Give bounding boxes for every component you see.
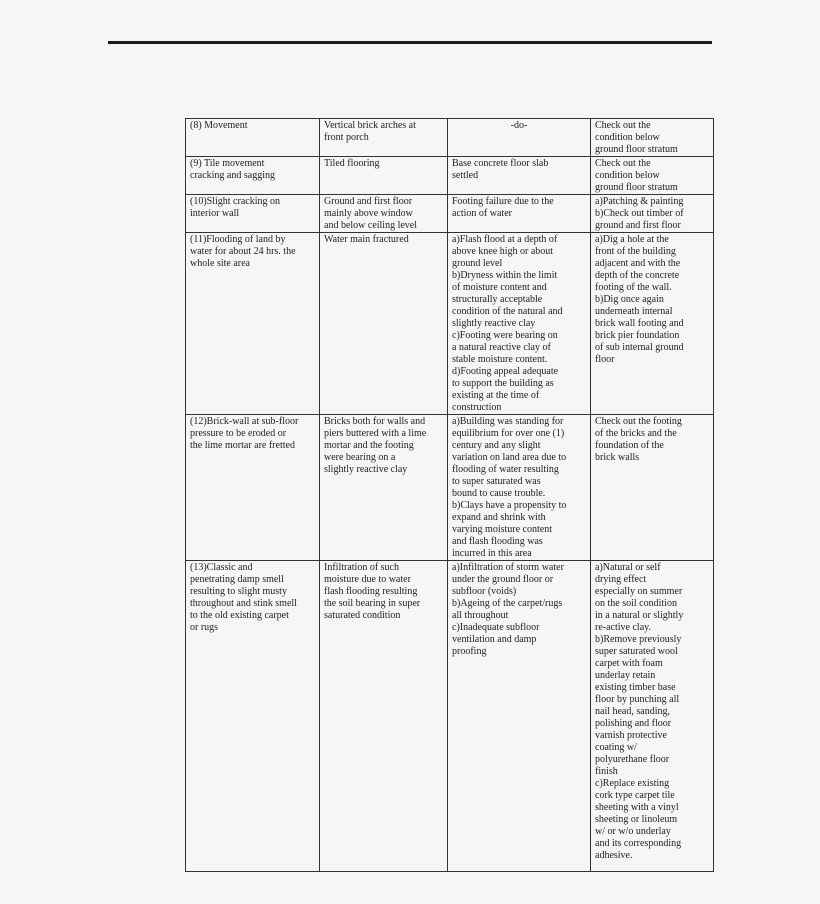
cell-text-line: to super saturated was <box>452 476 541 487</box>
cell-text-line: foundation of the <box>595 440 664 451</box>
location-cell <box>320 561 448 872</box>
cell-text-line: b)Ageing of the carpet/rugs <box>452 598 563 609</box>
cell-text-line: of the bricks and the <box>595 428 677 439</box>
cell-text-line: existing at the time of <box>452 390 540 401</box>
cell-text-line: flooding of water resulting <box>452 464 559 475</box>
table-row <box>186 157 714 195</box>
cell-text-line: settled <box>452 170 479 181</box>
cell-text-line: Ground and first floor <box>324 196 413 207</box>
cell-text-line: a)Patching & painting <box>595 196 684 207</box>
cell-text-line: (12)Brick-wall at sub-floor <box>190 416 299 427</box>
cause-cell <box>448 195 591 233</box>
location-cell <box>320 233 448 415</box>
cell-text-line: ground and first floor <box>595 220 681 231</box>
cell-text-line: pressure to be eroded or <box>190 428 287 439</box>
cause-cell <box>448 233 591 415</box>
cell-text-line: b)Dryness within the limit <box>452 270 558 281</box>
cell-text-line: ground floor stratum <box>595 182 678 193</box>
cell-text-line: underlay retain <box>595 670 656 681</box>
cell-text-line: c)Replace existing <box>595 778 670 789</box>
cell-text-line: moisture due to water <box>324 574 411 585</box>
cell-text-line: (8) Movement <box>190 120 248 131</box>
defect-cell <box>186 561 320 872</box>
cell-text-line: penetrating damp smell <box>190 574 284 585</box>
defects-table-body <box>186 119 714 872</box>
table-row <box>186 195 714 233</box>
cell-text-line: century and any slight <box>452 440 541 451</box>
cell-text-line: proofing <box>452 646 487 657</box>
cell-text-line: a)Building was standing for <box>452 416 564 427</box>
cell-text-line: brick walls <box>595 452 640 463</box>
cell-text-line: expand and shrink with <box>452 512 546 523</box>
cell-text-line: c)Footing were bearing on <box>452 330 558 341</box>
location-cell <box>320 415 448 561</box>
cell-text-line: a)Dig a hole at the <box>595 234 669 245</box>
cell-text-line: floor <box>595 354 615 365</box>
location-cell <box>320 195 448 233</box>
cell-text-line: brick pier foundation <box>595 330 680 341</box>
cell-text-line: all throughout <box>452 610 509 621</box>
cell-text-line: b)Remove previously <box>595 634 682 645</box>
cell-text-line: a)Flash flood at a depth of <box>452 234 558 245</box>
cell-text-line: sheeting or linoleum <box>595 814 678 825</box>
cause-cell <box>448 157 591 195</box>
cell-text-line: cork type carpet tile <box>595 790 675 801</box>
cell-text-line: underneath internal <box>595 306 673 317</box>
cell-text-line: ground level <box>452 258 503 269</box>
cell-text-line: slightly reactive clay <box>324 464 408 475</box>
cell-text-line: Check out the <box>595 120 651 131</box>
cell-text-line: construction <box>452 402 502 413</box>
cell-text-line: interior wall <box>190 208 240 219</box>
defect-cell <box>186 415 320 561</box>
location-cell <box>320 119 448 157</box>
cell-text-line: depth of the concrete <box>595 270 680 281</box>
cell-text-line: saturated condition <box>324 610 401 621</box>
cell-text-line: on the soil condition <box>595 598 677 609</box>
cell-text-line: (11)Flooding of land by <box>190 234 286 245</box>
cell-text-line: finish <box>595 766 618 777</box>
cell-text-line: varying moisture content <box>452 524 552 535</box>
cell-text-line: variation on land area due to <box>452 452 567 463</box>
cell-text-line: above knee high or about <box>452 246 554 257</box>
cell-text-line: condition below <box>595 170 660 181</box>
cell-text-line: -do- <box>510 120 528 131</box>
cell-text-line: water for about 24 hrs. the <box>190 246 296 257</box>
action-cell <box>591 415 714 561</box>
action-cell <box>591 157 714 195</box>
cause-cell <box>448 561 591 872</box>
table-row <box>186 561 714 872</box>
cell-text-line: piers buttered with a lime <box>324 428 427 439</box>
cell-text-line: Footing failure due to the <box>452 196 554 207</box>
cell-text-line: throughout and stink smell <box>190 598 297 609</box>
cell-text-line: bound to cause trouble. <box>452 488 546 499</box>
cell-text-line: footing of the wall. <box>595 282 672 293</box>
action-cell <box>591 561 714 872</box>
defects-table <box>185 118 714 872</box>
cell-text-line: floor by punching all <box>595 694 680 705</box>
cell-text-line: a natural reactive clay of <box>452 342 551 353</box>
cell-text-line: and flash flooding was <box>452 536 543 547</box>
cell-text-line: ground floor stratum <box>595 144 678 155</box>
cell-text-line: incurred in this area <box>452 548 532 559</box>
cell-text-line: mortar and the footing <box>324 440 414 451</box>
cell-text-line: a)Infiltration of storm water <box>452 562 564 573</box>
cell-text-line: b)Check out timber of <box>595 208 684 219</box>
cell-text-line: of sub internal ground <box>595 342 684 353</box>
cell-text-line: w/ or w/o underlay <box>595 826 671 837</box>
cell-text-line: front porch <box>324 132 369 143</box>
cell-text-line: brick wall footing and <box>595 318 684 329</box>
cell-text-line: ventilation and damp <box>452 634 537 645</box>
cell-text-line: b)Dig once again <box>595 294 664 305</box>
cell-text-line: drying effect <box>595 574 647 585</box>
cell-text-line: subfloor (voids) <box>452 586 517 597</box>
cell-text-line: front of the building <box>595 246 676 257</box>
cell-text-line: to support the building as <box>452 378 554 389</box>
table-row <box>186 119 714 157</box>
cell-text-line: to the old existing carpet <box>190 610 289 621</box>
cell-text-line: Water main fractured <box>324 234 409 245</box>
cell-text-line: d)Footing appeal adequate <box>452 366 559 377</box>
cell-text-line: adjacent and with the <box>595 258 681 269</box>
cell-text-line: Bricks both for walls and <box>324 416 426 427</box>
table-row <box>186 415 714 561</box>
cell-text-line: coating w/ <box>595 742 637 753</box>
action-cell <box>591 233 714 415</box>
cell-text-line: resulting to slight musty <box>190 586 287 597</box>
action-cell <box>591 195 714 233</box>
cell-text-line: (13)Classic and <box>190 562 253 573</box>
cell-text-line: or rugs <box>190 622 219 633</box>
defect-cell <box>186 119 320 157</box>
cell-text-line: existing timber base <box>595 682 676 693</box>
cell-text-line: stable moisture content. <box>452 354 548 365</box>
cell-text-line: cracking and sagging <box>190 170 275 181</box>
action-cell <box>591 119 714 157</box>
cell-text-line: and below ceiling level <box>324 220 418 231</box>
cell-text-line: condition below <box>595 132 660 143</box>
cell-text-line: under the ground floor or <box>452 574 554 585</box>
cell-text-line: whole site area <box>190 258 250 269</box>
defect-cell <box>186 233 320 415</box>
cell-text-line: mainly above window <box>324 208 413 219</box>
header-rule <box>108 41 712 44</box>
location-cell <box>320 157 448 195</box>
cell-text-line: adhesive. <box>595 850 633 861</box>
cell-text-line: Tiled flooring <box>324 158 380 169</box>
cell-text-line: varnish protective <box>595 730 667 741</box>
cell-text-line: (10)Slight cracking on <box>190 196 280 207</box>
cell-text-line: Infiltration of such <box>324 562 399 573</box>
cell-text-line: Check out the <box>595 158 651 169</box>
cell-text-line: super saturated wool <box>595 646 678 657</box>
cell-text-line: Check out the footing <box>595 416 682 427</box>
cell-text-line: sheeting with a vinyl <box>595 802 679 813</box>
cell-text-line: Vertical brick arches at <box>324 120 416 131</box>
cell-text-line: slightly reactive clay <box>452 318 536 329</box>
defect-cell <box>186 157 320 195</box>
cell-text-line: of moisture content and <box>452 282 547 293</box>
cell-text-line: especially on summer <box>595 586 683 597</box>
cell-text-line: in a natural or slightly <box>595 610 684 621</box>
cell-text-line: equilibrium for over one (1) <box>452 428 565 439</box>
cell-text-line: c)Inadequate subfloor <box>452 622 540 633</box>
cause-cell <box>448 415 591 561</box>
cell-text-line: re-active clay. <box>595 622 651 633</box>
cell-text-line: were bearing on a <box>324 452 396 463</box>
cell-text-line: action of water <box>452 208 512 219</box>
cell-text-line: (9) Tile movement <box>190 158 265 169</box>
cell-text-line: nail head, sanding, <box>595 706 670 717</box>
cell-text-line: polyurethane floor <box>595 754 670 765</box>
defect-cell <box>186 195 320 233</box>
cell-text-line: the lime mortar are fretted <box>190 440 295 451</box>
cell-text-line: a)Natural or self <box>595 562 661 573</box>
cause-cell <box>448 119 591 157</box>
cell-text-line: structurally acceptable <box>452 294 543 305</box>
cell-text-line: flash flooding resulting <box>324 586 418 597</box>
cell-text-line: and its corresponding <box>595 838 682 849</box>
cell-text-line: condition of the natural and <box>452 306 563 317</box>
cell-text-line: polishing and floor <box>595 718 672 729</box>
cell-text-line: Base concrete floor slab <box>452 158 549 169</box>
cell-text-line: carpet with foam <box>595 658 663 669</box>
cell-text-line: b)Clays have a propensity to <box>452 500 567 511</box>
cell-text-line: the soil bearing in super <box>324 598 421 609</box>
table-row <box>186 233 714 415</box>
